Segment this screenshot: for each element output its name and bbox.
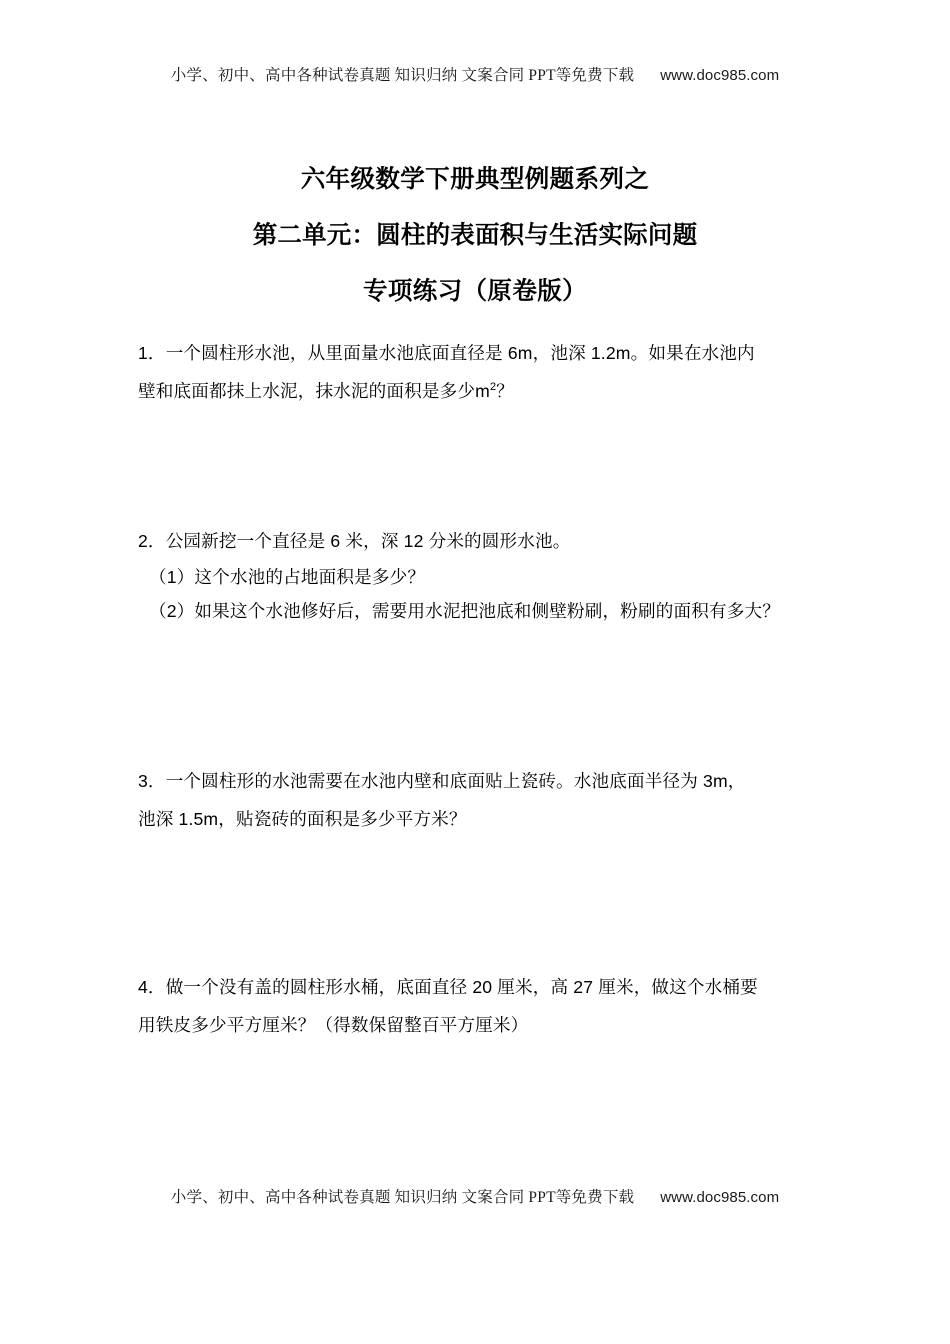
question-1-text-line-1: 一个圆柱形水池，从里面量水池底面直径是 6m，池深 1.2m。如果在水池内	[165, 343, 755, 363]
question-1-line-1	[138, 334, 828, 372]
title-line-1: 六年级数学下册典型例题系列之	[300, 166, 650, 193]
question-list	[138, 334, 828, 1044]
title-line-3: 专项练习（原卷版）	[362, 278, 588, 305]
question-4-text-line-1: 做一个没有盖的圆柱形水桶，底面直径 20 厘米，高 27 厘米，做这个水桶要	[165, 977, 758, 997]
question-2-sub-2: （2）如果这个水池修好后，需要用水泥把池底和侧壁粉刷，粉刷的面积有多大？	[149, 601, 780, 621]
question-item-1	[138, 334, 828, 410]
question-1-tail: ？	[496, 381, 514, 401]
answer-space-1	[138, 410, 828, 522]
footer-watermark-text: 小学、初中、高中各种试卷真题 知识归纳 文案合同 PPT等免费下载	[170, 1189, 635, 1206]
page-footer-watermark	[0, 1188, 950, 1208]
question-2-sub-1: （1）这个水池的占地面积是多少？	[149, 567, 426, 587]
question-item-2	[138, 522, 828, 628]
document-title-block	[0, 152, 950, 320]
question-3-line-1	[138, 762, 828, 800]
header-watermark-text: 小学、初中、高中各种试卷真题 知识归纳 文案合同 PPT等免费下载	[170, 67, 635, 84]
unit-superscript: 2	[489, 381, 497, 394]
question-2-text-line-1: 公园新挖一个直径是 6 米，深 12 分米的圆形水池。	[165, 531, 571, 551]
header-watermark-url: www.doc985.com	[660, 67, 780, 84]
page-header-watermark	[0, 66, 950, 86]
footer-watermark-url: www.doc985.com	[660, 1189, 780, 1206]
question-3-line-2: 池深 1.5m，贴瓷砖的面积是多少平方米？	[138, 809, 467, 829]
question-2-line-1	[138, 522, 828, 560]
question-3-text-line-1: 一个圆柱形的水池需要在水池内壁和底面贴上瓷砖。水池底面半径为 3m，	[165, 771, 746, 791]
question-1-line-2	[138, 372, 828, 410]
question-4-number: 4．	[138, 977, 166, 997]
answer-space-2	[138, 628, 828, 762]
question-1-text-line-2: 壁和底面都抹上水泥，抹水泥的面积是多少	[138, 381, 476, 401]
question-1-number: 1．	[138, 343, 166, 363]
question-3-number: 3．	[138, 771, 166, 791]
unit-square-meter: m	[475, 381, 490, 401]
question-4-line-2: 用铁皮多少平方厘米？（得数保留整百平方厘米）	[138, 1015, 529, 1035]
question-2-number: 2．	[138, 531, 166, 551]
question-item-4	[138, 968, 828, 1044]
question-4-line-1	[138, 968, 828, 1006]
question-item-3	[138, 762, 828, 838]
answer-space-3	[138, 838, 828, 968]
title-line-2: 第二单元：圆柱的表面积与生活实际问题	[252, 222, 698, 249]
